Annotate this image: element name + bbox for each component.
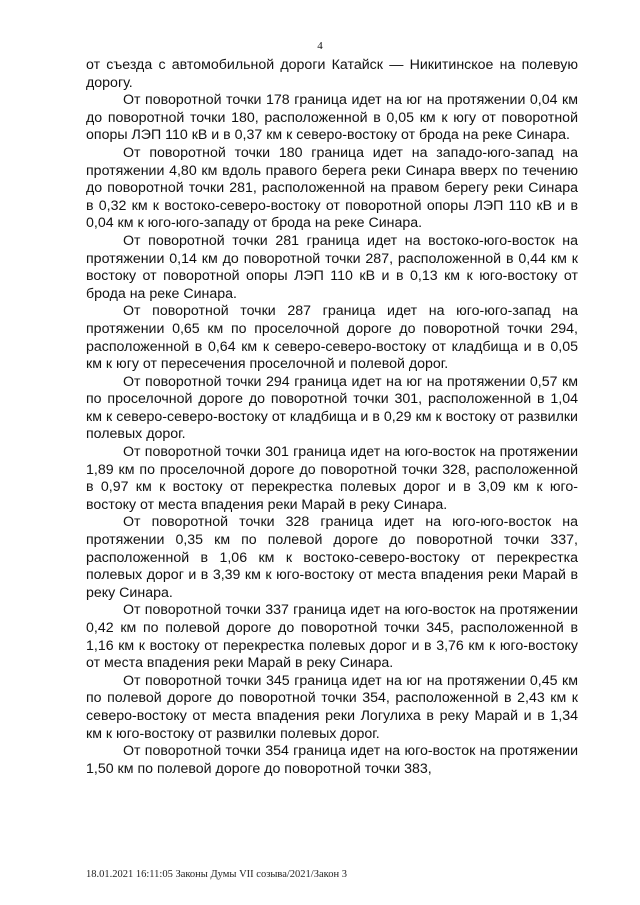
paragraph: От поворотной точки 281 граница идет на востоко-юго-восток на протяжении 0,14 км до поворотной точки 287, расположенной в 0,44 км к востоку от поворотной опоры ЛЭП 110 кВ и в 0,13 км к юго-востоку от брода на реке Синара.	[86, 232, 578, 302]
paragraph: От поворотной точки 287 граница идет на юго-юго-запад на протяжении 0,65 км по проселочной дороге до поворотной точки 294, расположенной в 0,64 км к северо-северо-востоку от кладбища и в 0,05 км к югу от пересечения проселочной и полевой дорог.	[86, 303, 578, 373]
document-body	[86, 57, 578, 778]
paragraph: От поворотной точки 345 граница идет на юг на протяжении 0,45 км по полевой дороге до поворотной точки 354, расположенной в 2,43 км к северо-востоку от места впадения реки Логулиха в реку Марай и в 1,34 км к юго-востоку от развилки полевых дорог.	[86, 672, 578, 742]
footer-stamp: 18.01.2021 16:11:05 Законы Думы VII созыва/2021/Закон 3	[86, 869, 347, 880]
paragraph: От поворотной точки 301 граница идет на юго-восток на протяжении 1,89 км по проселочной дороге до поворотной точки 328, расположенной в 0,97 км к востоку от перекрестка полевых дорог и в 3,09 км к юго-востоку от места впадения реки Марай в реку Синара.	[86, 444, 578, 513]
paragraph: От поворотной точки 328 граница идет на юго-юго-восток на протяжении 0,35 км по полевой дороге до поворотной точки 337, расположенной в 1,06 км к востоко-северо-востоку от перекрестка полевых дорог и в 3,39 км к юго-востоку от места впадения реки Марай в реку Синара.	[86, 514, 578, 601]
paragraph: От поворотной точки 354 граница идет на юго-восток на протяжении 1,50 км по полевой дороге до поворотной точки 383,	[86, 743, 578, 777]
page-number: 4	[317, 40, 323, 52]
paragraph: От поворотной точки 337 граница идет на юго-восток на протяжении 0,42 км по полевой дороге до поворотной точки 345, расположенной в 1,16 км к востоку от перекрестка полевых дорог и в 3,76 км к юго-востоку от места впадения реки Марай в реку Синара.	[86, 602, 578, 672]
paragraph: От поворотной точки 178 граница идет на юг на протяжении 0,04 км до поворотной точки 180, расположенной в 0,05 км к югу от поворотной опоры ЛЭП 110 кВ и в 0,37 км к северо-востоку от брода на реке Синара.	[86, 92, 578, 144]
paragraph: От поворотной точки 294 граница идет на юг на протяжении 0,57 км по проселочной дороге до поворотной точки 301, расположенной в 1,04 км к северо-северо-востоку от кладбища и в 0,29 км к востоку от развилки полевых дорог.	[86, 373, 578, 443]
paragraph: от съезда с автомобильной дороги Катайск — Никитинское на полевую дорогу.	[86, 57, 578, 91]
paragraph: От поворотной точки 180 граница идет на западо-юго-запад на протяжении 4,80 км вдоль правого берега реки Синара вверх по течению до поворотной точки 281, расположенной на правом берегу реки Синара в 0,32 км к востоко-северо-востоку от поворотной опоры ЛЭП 110 кВ и в 0,04 км к юго-юго-западу от брода на реке Синара.	[86, 144, 578, 232]
